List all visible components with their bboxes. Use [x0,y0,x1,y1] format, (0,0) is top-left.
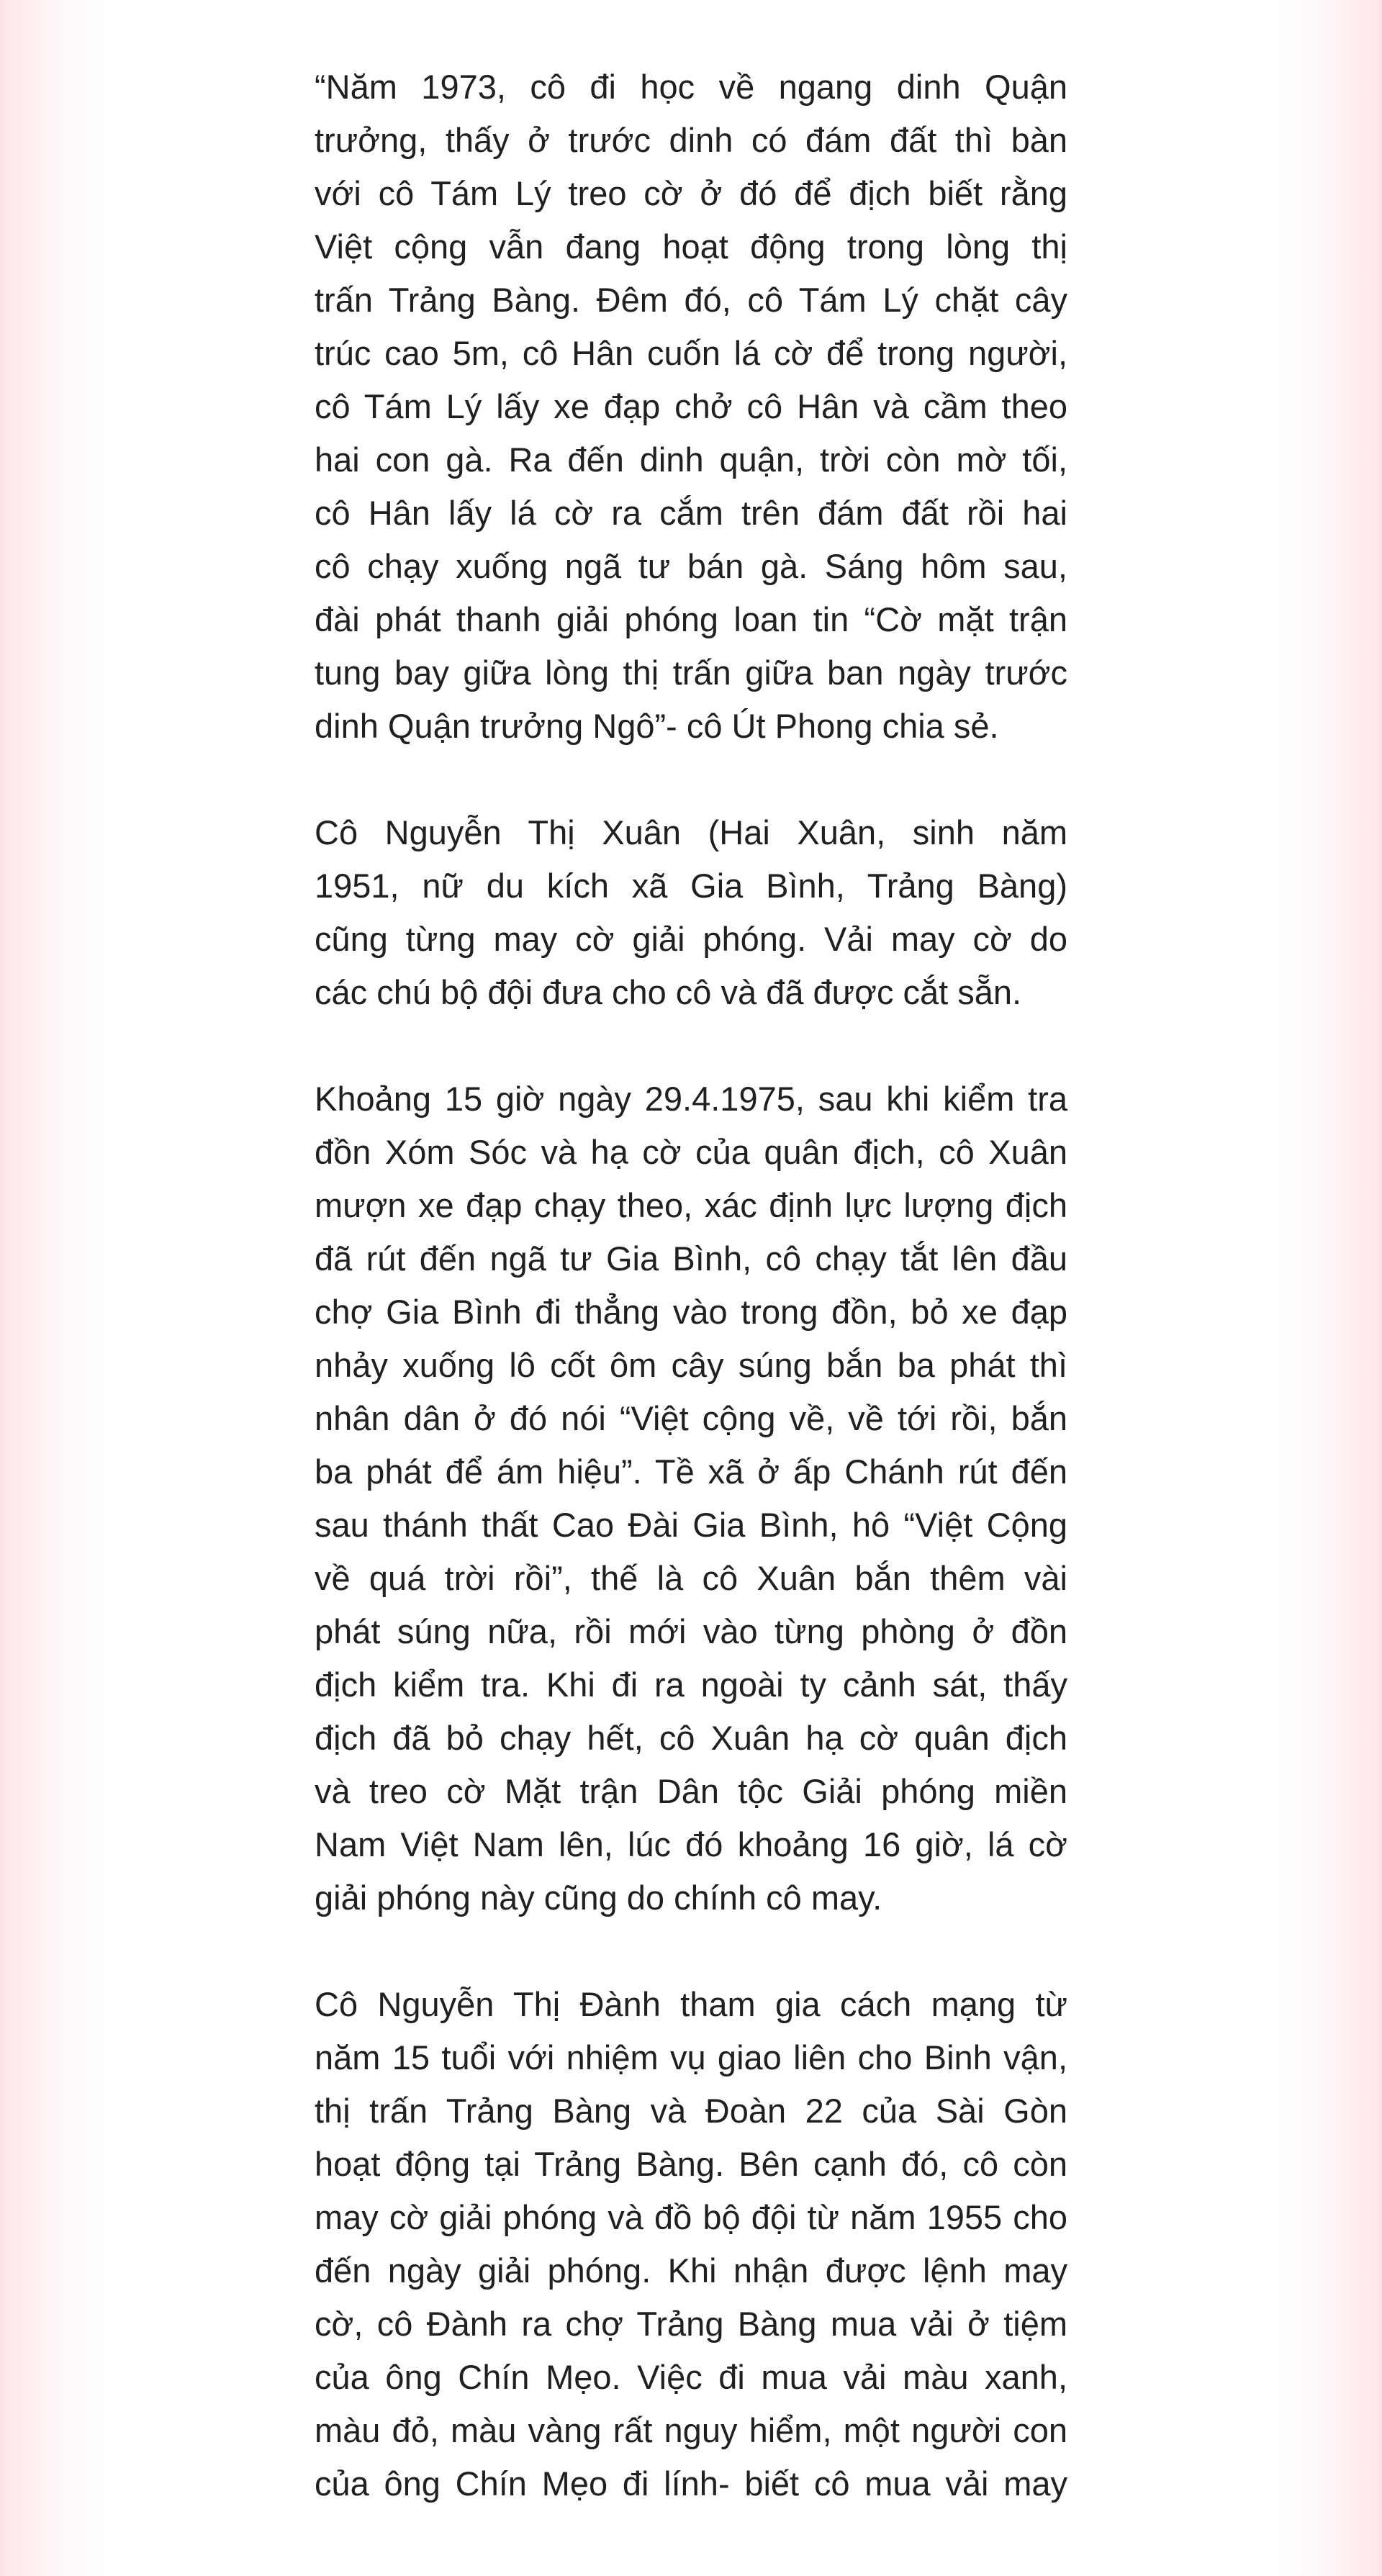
paragraph-line: chợ Gia Bình đi thẳng vào trong đồn, bỏ xe đạp [315,1293,1067,1331]
paragraph-line: mượn xe đạp chạy theo, xác định lực lượng địch [315,1186,1067,1224]
paragraph-line: màu đỏ, màu vàng rất nguy hiểm, một người con [315,2411,1067,2449]
paragraph-line: hoạt động tại Trảng Bàng. Bên cạnh đó, cô còn [315,2145,1067,2183]
paragraph-line: Nam Việt Nam lên, lúc đó khoảng 16 giờ, lá cờ [315,1825,1067,1863]
paragraph-line: nhân dân ở đó nói “Việt cộng về, về tới rồi, bắn [315,1399,1067,1437]
article-paragraph [315,806,1067,1019]
paragraph-line: cô chạy xuống ngã tư bán gà. Sáng hôm sau, [315,547,1067,585]
paragraph-line: với cô Tám Lý treo cờ ở đó để địch biết rằng [315,174,1067,212]
paragraph-line: trấn Trảng Bàng. Đêm đó, cô Tám Lý chặt cây [315,281,1067,319]
paragraph-line: các chú bộ đội đưa cho cô và đã được cắt sẵn. [315,973,1022,1011]
paragraph-line: Việt cộng vẫn đang hoạt động trong lòng thị [315,227,1067,266]
paragraph-line: nhảy xuống lô cốt ôm cây súng bắn ba phát thì [315,1346,1067,1384]
paragraph-line: đồn Xóm Sóc và hạ cờ của quân địch, cô Xuân [315,1133,1067,1171]
paragraph-line: thị trấn Trảng Bàng và Đoàn 22 của Sài Gòn [315,2092,1067,2130]
paragraph-line: 1951, nữ du kích xã Gia Bình, Trảng Bàng) [315,867,1067,905]
paragraph-line: cô Hân lấy lá cờ ra cắm trên đám đất rồi hai [315,494,1067,532]
paragraph-line: may cờ giải phóng và đồ bộ đội từ năm 1955 cho [315,2198,1067,2236]
paragraph-line: của ông Chín Mẹo. Việc đi mua vải màu xanh, [315,2358,1067,2396]
article-paragraph [315,1072,1067,1925]
paragraph-line: của ông Chín Mẹo đi lính- biết cô mua vải may [315,2464,1067,2503]
paragraph-line: dinh Quận trưởng Ngô”- cô Út Phong chia sẻ. [315,707,999,745]
paragraph-line: cũng từng may cờ giải phóng. Vải may cờ do [315,920,1067,958]
paragraph-line: đài phát thanh giải phóng loan tin “Cờ mặt trận [315,600,1067,638]
paragraph-line: phát súng nữa, rồi mới vào từng phòng ở đồn [315,1612,1067,1650]
paragraph-line: Khoảng 15 giờ ngày 29.4.1975, sau khi kiểm tra [315,1080,1067,1118]
paragraph-line: Cô Nguyễn Thị Xuân (Hai Xuân, sinh năm [315,813,1067,851]
article-paragraph [315,1978,1067,2511]
paragraph-line: cô Tám Lý lấy xe đạp chở cô Hân và cầm theo [315,387,1067,425]
paragraph-line: Cô Nguyễn Thị Đành tham gia cách mạng từ [315,1985,1067,2023]
paragraph-line: địch kiểm tra. Khi đi ra ngoài ty cảnh sát, thấy [315,1666,1067,1704]
paragraph-line: năm 15 tuổi với nhiệm vụ giao liên cho Binh vận, [315,2038,1067,2076]
paragraph-line: địch đã bỏ chạy hết, cô Xuân hạ cờ quân địch [315,1719,1067,1757]
paragraph-line: “Năm 1973, cô đi học về ngang dinh Quận [315,68,1067,106]
paragraph-line: đến ngày giải phóng. Khi nhận được lệnh may [315,2251,1067,2290]
paragraph-line: giải phóng này cũng do chính cô may. [315,1879,882,1917]
paragraph-line: hai con gà. Ra đến dinh quận, trời còn mờ tối, [315,440,1067,479]
paragraph-line: trưởng, thấy ở trước dinh có đám đất thì bàn [315,121,1067,159]
article-paragraph [315,60,1067,753]
paragraph-line: và treo cờ Mặt trận Dân tộc Giải phóng miền [315,1772,1067,1810]
paragraph-line: trúc cao 5m, cô Hân cuốn lá cờ để trong người, [315,334,1067,372]
paragraph-line: đã rút đến ngã tư Gia Bình, cô chạy tắt lên đầu [315,1239,1067,1278]
paragraph-line: về quá trời rồi”, thế là cô Xuân bắn thêm vài [315,1559,1067,1597]
paragraph-line: ba phát để ám hiệu”. Tề xã ở ấp Chánh rút đến [315,1452,1067,1491]
paragraph-line: sau thánh thất Cao Đài Gia Bình, hô “Việt Cộng [315,1506,1067,1544]
paragraph-line: cờ, cô Đành ra chợ Trảng Bàng mua vải ở tiệm [315,2305,1067,2343]
article-body [315,60,1067,2564]
paragraph-line: tung bay giữa lòng thị trấn giữa ban ngày trước [315,654,1067,692]
